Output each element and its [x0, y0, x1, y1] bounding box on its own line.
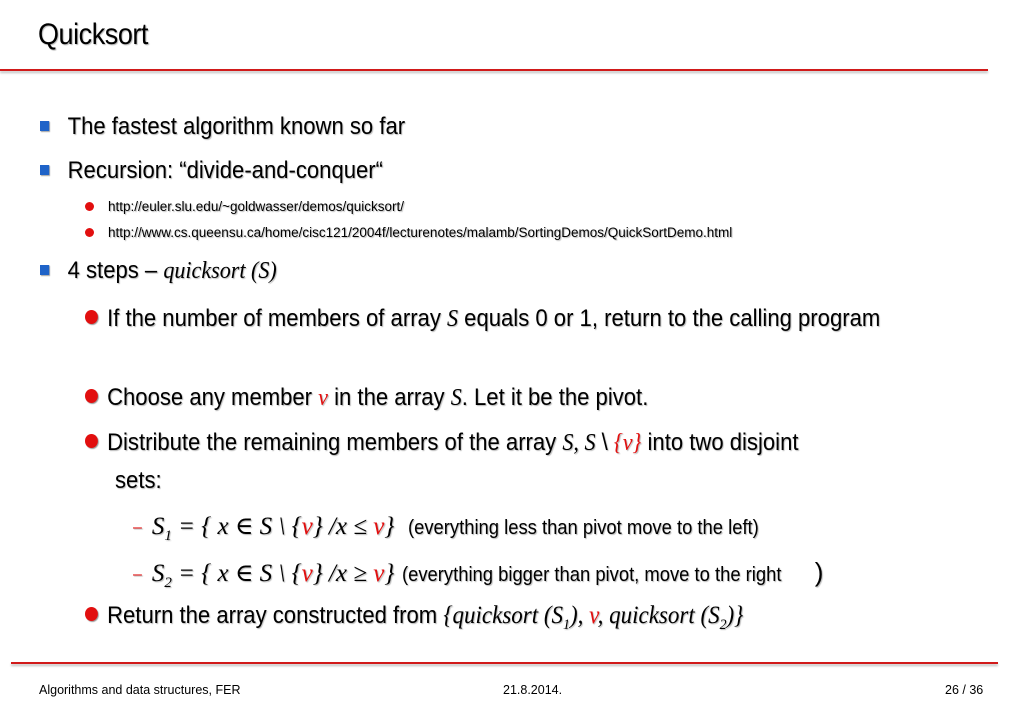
step-3: Distribute the remaining members of the array S, S \ {v} into two disjoint [85, 429, 798, 457]
slide-title: Quicksort [38, 18, 148, 51]
square-bullet-icon [40, 121, 49, 131]
dot-bullet-icon [85, 228, 94, 237]
dot-bullet-icon [85, 434, 98, 448]
footer-course: Algorithms and data structures, FER [39, 683, 241, 697]
top-divider [0, 69, 988, 71]
footer-page-number: 26 / 36 [945, 683, 984, 697]
dash-bullet-icon: – [133, 519, 142, 536]
footer-date: 21.8.2014. [503, 683, 563, 697]
dash-bullet-icon: – [133, 566, 142, 583]
bullet-recursion: Recursion: “divide-and-conquer“ [40, 157, 383, 185]
link-item-2 [85, 225, 732, 240]
link-euler[interactable]: http://euler.slu.edu/~goldwasser/demos/quicksort/ [108, 199, 405, 214]
dot-bullet-icon [85, 389, 98, 403]
step-3-continued: sets: [115, 467, 162, 494]
square-bullet-icon [40, 265, 49, 275]
bullet-four-steps: 4 steps – quicksort (S) [40, 257, 277, 285]
dot-bullet-icon [85, 310, 98, 324]
link-item-1 [85, 199, 404, 214]
link-queensu[interactable]: http://www.cs.queensu.ca/home/cisc121/2004f/lecturenotes/malamb/SortingDemos/QuickSortDemo.html [108, 225, 733, 240]
step-2: Choose any member v in the array S. Let it be the pivot. [85, 384, 648, 412]
bottom-divider [11, 662, 998, 664]
step-4: Return the array constructed from {quicksort $(S_1)$, v, quicksort $(S_2)$} [85, 602, 743, 634]
step-1: If the number of members of array S equals 0 or 1, return to the calling program [85, 300, 913, 338]
dot-bullet-icon [85, 202, 94, 211]
set-s1: – $S_1$ = { x ∈ S \ {v} /x ≤ v} (everything less than pivot move to the left) [133, 513, 760, 544]
set-s2: – $S_2$ = { x ∈ S \ {v} /x ≥ v} (everything bigger than pivot, move to the right ) [133, 557, 824, 591]
bullet-fastest: The fastest algorithm known so far [40, 113, 405, 141]
square-bullet-icon [40, 165, 49, 175]
dot-bullet-icon [85, 607, 98, 621]
